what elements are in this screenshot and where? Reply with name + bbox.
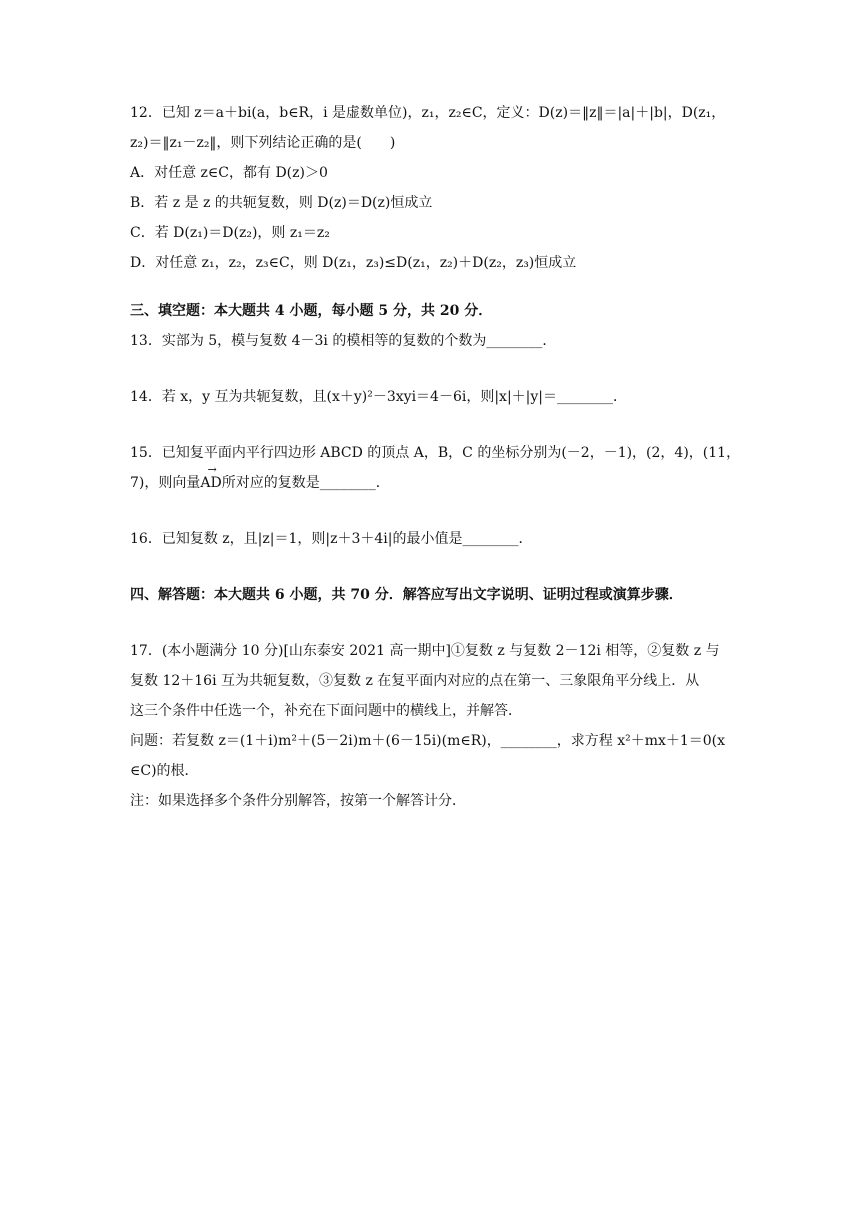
spacer — [130, 361, 730, 387]
section-4-heading: 四、解答题：本大题共 6 小题，共 70 分．解答应写出文字说明、证明过程或演算步骤． — [130, 587, 683, 603]
q12-option-a: A．对任意 z∈C，都有 D(z)＞0 — [130, 165, 328, 181]
q15-line-2-prefix: 7)，则向量 — [130, 475, 201, 491]
spacer — [130, 283, 730, 301]
q17-line-1: 17．(本小题满分 10 分)[山东泰安 2021 高一期中]①复数 z 与复数 2－12i 相等，②复数 z 与 — [130, 643, 720, 659]
q12-option-b: B．若 z 是 z 的共轭复数，则 D(z)＝D(z)恒成立 — [130, 195, 433, 211]
q17-line-4: 问题：若复数 z＝(1＋i)m²＋(5－2i)m＋(6－15i)(m∈R)，________，求方程 x²＋mx＋1＝0(x — [130, 733, 726, 749]
q15-line-2-suffix: 所对应的复数是________． — [221, 475, 390, 491]
q12-option-c: C．若 D(z₁)＝D(z₂)，则 z₁＝z₂ — [130, 225, 330, 241]
q15-line-2 — [130, 463, 730, 493]
spacer — [130, 417, 730, 443]
q17-note: 注：如果选择多个条件分别解答，按第一个解答计分． — [130, 793, 466, 809]
spacer — [130, 615, 730, 641]
q12-stem-line-1: 12．已知 z＝a＋bi(a，b∈R，i 是虚数单位)，z₁，z₂∈C，定义：D(z)＝‖z‖＝|a|＋|b|，D(z₁， — [130, 105, 726, 121]
spacer — [130, 503, 730, 529]
q16-text: 16．已知复数 z，且|z|＝1，则|z＋3＋4i|的最小值是________． — [130, 531, 533, 547]
q17-line-2: 复数 12＋16i 互为共轭复数，③复数 z 在复平面内对应的点在第一、三象限角平分线上．从 — [130, 673, 700, 689]
vector-ad-label: AD — [200, 475, 222, 491]
q13-text: 13．实部为 5，模与复数 4－3i 的模相等的复数的个数为________． — [130, 333, 557, 349]
section-3-heading: 三、填空题：本大题共 4 小题，每小题 5 分，共 20 分． — [130, 303, 493, 319]
q14-text: 14．若 x，y 互为共轭复数，且(x＋y)²－3xyi＝4－6i，则|x|＋|y|＝________． — [130, 389, 628, 405]
q12-stem-line-2: z₂)＝‖z₁－z₂‖，则下列结论正确的是( ) — [130, 135, 396, 151]
q17-line-5: ∈C)的根． — [130, 763, 199, 779]
q15-line-1: 15．已知复平面内平行四边形 ABCD 的顶点 A，B，C 的坐标分别为(－2，－1)，(2，4)，(11， — [130, 445, 741, 461]
vector-arrow-icon: → — [207, 463, 217, 476]
vector-ad — [200, 463, 222, 493]
spacer — [130, 559, 730, 585]
q17-line-3: 这三个条件中任选一个，补充在下面问题中的横线上，并解答． — [130, 703, 522, 719]
document-content — [130, 103, 741, 821]
q12-option-d: D．对任意 z₁，z₂，z₃∈C，则 D(z₁，z₃)≤D(z₁，z₂)＋D(z₂，z₃)恒成立 — [130, 255, 577, 271]
